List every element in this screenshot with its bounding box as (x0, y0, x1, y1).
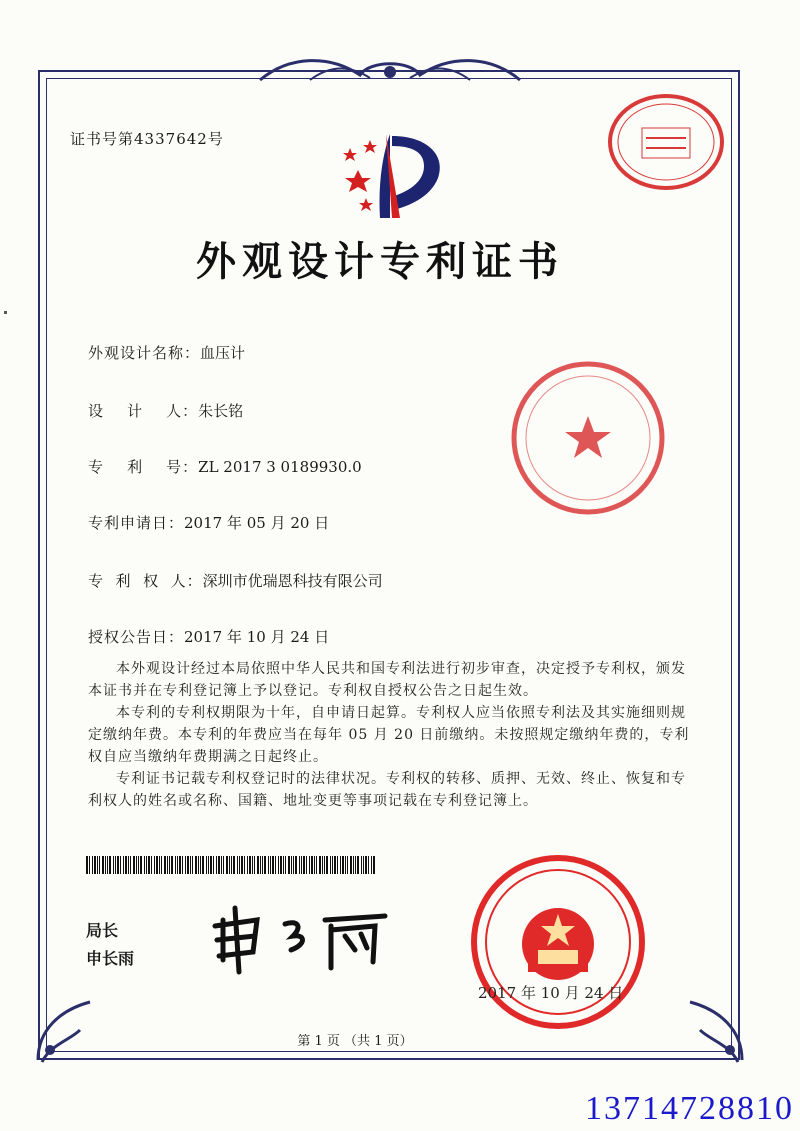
barcode-bar (216, 856, 217, 874)
barcode-bar (368, 856, 369, 874)
barcode-bar (97, 856, 98, 874)
barcode-bar (319, 856, 321, 874)
barcode-bar (169, 856, 170, 874)
barcode-bar (190, 856, 191, 874)
barcode-bar (120, 856, 121, 874)
barcode-bar (342, 856, 344, 874)
barcode-bar (109, 856, 111, 874)
barcode-bar (340, 856, 341, 874)
page-number: 第 1 页 （共 1 页） (297, 1034, 413, 1049)
barcode-bar (154, 856, 155, 874)
barcode-bar (115, 856, 116, 874)
barcode-bar (371, 856, 372, 874)
barcode-bar (280, 856, 282, 874)
barcode-bar (192, 856, 193, 874)
barcode-bar (89, 856, 90, 874)
barcode-bar (179, 856, 181, 874)
barcode-bar (182, 856, 183, 874)
barcode-bar (301, 856, 302, 874)
barcode-bar (159, 856, 160, 874)
body-paragraph: 本外观设计经过本局依照中华人民共和国专利法进行初步审查，决定授予专利权，颁发本证书并在专利登记簿上予以登记。专利权自授权公告之日起生效。 (88, 661, 686, 699)
phone-number: 13714728810 (585, 1090, 794, 1127)
field-patentee (88, 570, 383, 591)
company-seal (508, 358, 668, 518)
barcode-bar (272, 856, 274, 874)
certificate-number-value: 4337642 (134, 130, 208, 148)
barcode-bar (195, 856, 197, 874)
field-value: 朱长铭 (198, 402, 244, 420)
barcode-bar (361, 856, 362, 874)
barcode-bar (185, 856, 186, 874)
barcode-bar (291, 856, 292, 874)
barcode-bar (99, 856, 100, 874)
barcode-bar (92, 856, 93, 874)
barcode-bar (138, 856, 139, 874)
barcode-bar (347, 856, 348, 874)
barcode-bar (293, 856, 294, 874)
barcode-bar (156, 856, 158, 874)
document-title: 外观设计专利证书 (196, 238, 564, 285)
barcode-bar (226, 856, 228, 874)
barcode-bar (373, 856, 375, 874)
barcode-bar (123, 856, 124, 874)
barcode-bar (365, 856, 367, 874)
barcode-bar (133, 856, 135, 874)
barcode-bar (177, 856, 178, 874)
barcode-bar (247, 856, 248, 874)
office-seal (468, 852, 648, 1032)
tax-stamp-seal (606, 92, 726, 192)
barcode-bar (200, 856, 201, 874)
certificate-number-suffix: 号 (207, 130, 224, 148)
barcode-bar (107, 856, 108, 874)
barcode-bar (311, 856, 313, 874)
issue-date: 2017 年 10 月 24 日 (478, 984, 624, 1002)
director-name: 申长雨 (86, 949, 135, 968)
barcode-bar (167, 856, 168, 874)
barcode-bar (175, 856, 176, 874)
barcode-bar (350, 856, 352, 874)
barcode-bar (218, 856, 220, 874)
barcode-bar (102, 856, 104, 874)
barcode-bar (125, 856, 127, 874)
barcode-bar (229, 856, 230, 874)
barcode-bar (241, 856, 243, 874)
barcode-bar (309, 856, 310, 874)
field-label: 设 计 人： (88, 402, 199, 420)
barcode-bar (198, 856, 199, 874)
barcode-bar (332, 856, 333, 874)
barcode-bar (285, 856, 286, 874)
barcode-bar (270, 856, 271, 874)
top-ornament (250, 50, 530, 90)
director-block (86, 917, 134, 973)
barcode-bar (148, 856, 150, 874)
body-text (88, 658, 692, 812)
barcode-bar (295, 856, 297, 874)
barcode-bar (268, 856, 269, 874)
field-value: 深圳市优瑞恩科技有限公司 (202, 572, 383, 590)
barcode-bar (357, 856, 359, 874)
barcode-bar (140, 856, 142, 874)
field-label: 授权公告日： (88, 628, 185, 646)
barcode-bar (202, 856, 204, 874)
certificate-number-label: 证书号第 (70, 130, 135, 148)
barcode-bar (345, 856, 346, 874)
field-patent-number (88, 456, 362, 477)
barcode-bar (136, 856, 137, 874)
barcode-bar (128, 856, 129, 874)
field-label: 专 利 权 人： (88, 572, 203, 590)
barcode-bar (288, 856, 290, 874)
barcode-bar (355, 856, 356, 874)
barcode-bar (210, 856, 212, 874)
barcode-bar (260, 856, 261, 874)
body-paragraph: 专利证书记载专利权登记时的法律状况。专利权的转移、质押、无效、终止、恢复和专利权人的姓名或名称、国籍、地址变更等事项记载在专利登记簿上。 (88, 771, 686, 809)
director-role: 局长 (86, 921, 119, 940)
barcode-bar (303, 856, 305, 874)
field-value: 2017 年 10 月 24 日 (184, 628, 330, 646)
field-label: 专 利 号： (88, 458, 199, 476)
barcode-bar (278, 856, 279, 874)
field-value: 2017 年 05 月 20 日 (184, 514, 330, 532)
barcode-bar (353, 856, 354, 874)
barcode-bar (254, 856, 255, 874)
barcode-bar (314, 856, 315, 874)
field-value: ZL 2017 3 0189930.0 (198, 458, 362, 476)
barcode-bar (299, 856, 300, 874)
field-grant-date (88, 626, 329, 647)
barcode-bar (316, 856, 317, 874)
barcode-bar (161, 856, 162, 874)
barcode-bar (117, 856, 119, 874)
barcode-bar (231, 856, 232, 874)
barcode-bar (363, 856, 364, 874)
barcode-bar (206, 856, 207, 874)
barcode-bar (94, 856, 96, 874)
barcode-bar (187, 856, 189, 874)
field-label: 专利申请日： (88, 514, 185, 532)
barcode-bar (105, 856, 106, 874)
barcode-bar (330, 856, 331, 874)
field-designer (88, 400, 243, 421)
barcode-bar (262, 856, 263, 874)
field-value: 血压计 (200, 344, 246, 362)
barcode-bar (221, 856, 222, 874)
barcode-bar (244, 856, 245, 874)
barcode-bar (334, 856, 336, 874)
field-design-name (88, 342, 245, 363)
barcode-bar (322, 856, 323, 874)
barcode-bar (130, 856, 131, 874)
barcode-bar (151, 856, 152, 874)
barcode (86, 856, 376, 874)
barcode-bar (86, 856, 88, 874)
barcode-bar (252, 856, 253, 874)
field-label: 外观设计名称： (88, 344, 201, 362)
barcode-bar (223, 856, 224, 874)
body-paragraph: 本专利的专利权期限为十年，自申请日起算。专利权人应当依照专利法及其实施细则规定缴纳年费。本专利的年费应当在每年 05 月 20 日前缴纳。未按照规定缴纳年费的，专利权自应当缴纳年费期满之日起终止。 (88, 705, 690, 765)
director-signature (205, 890, 405, 980)
barcode-bar (306, 856, 307, 874)
barcode-bar (208, 856, 209, 874)
barcode-bar (146, 856, 147, 874)
patent-office-logo (328, 126, 448, 222)
barcode-bar (239, 856, 240, 874)
barcode-bar (257, 856, 259, 874)
field-application-date (88, 512, 329, 533)
scan-speck (4, 311, 7, 314)
barcode-bar (264, 856, 266, 874)
certificate-number (70, 128, 224, 149)
barcode-bar (249, 856, 251, 874)
barcode-bar (324, 856, 325, 874)
barcode-bar (144, 856, 145, 874)
barcode-bar (283, 856, 284, 874)
barcode-bar (164, 856, 166, 874)
barcode-bar (171, 856, 173, 874)
barcode-bar (337, 856, 338, 874)
barcode-bar (326, 856, 328, 874)
barcode-bar (213, 856, 214, 874)
barcode-bar (237, 856, 238, 874)
barcode-bar (275, 856, 276, 874)
barcode-bar (233, 856, 235, 874)
barcode-bar (113, 856, 114, 874)
